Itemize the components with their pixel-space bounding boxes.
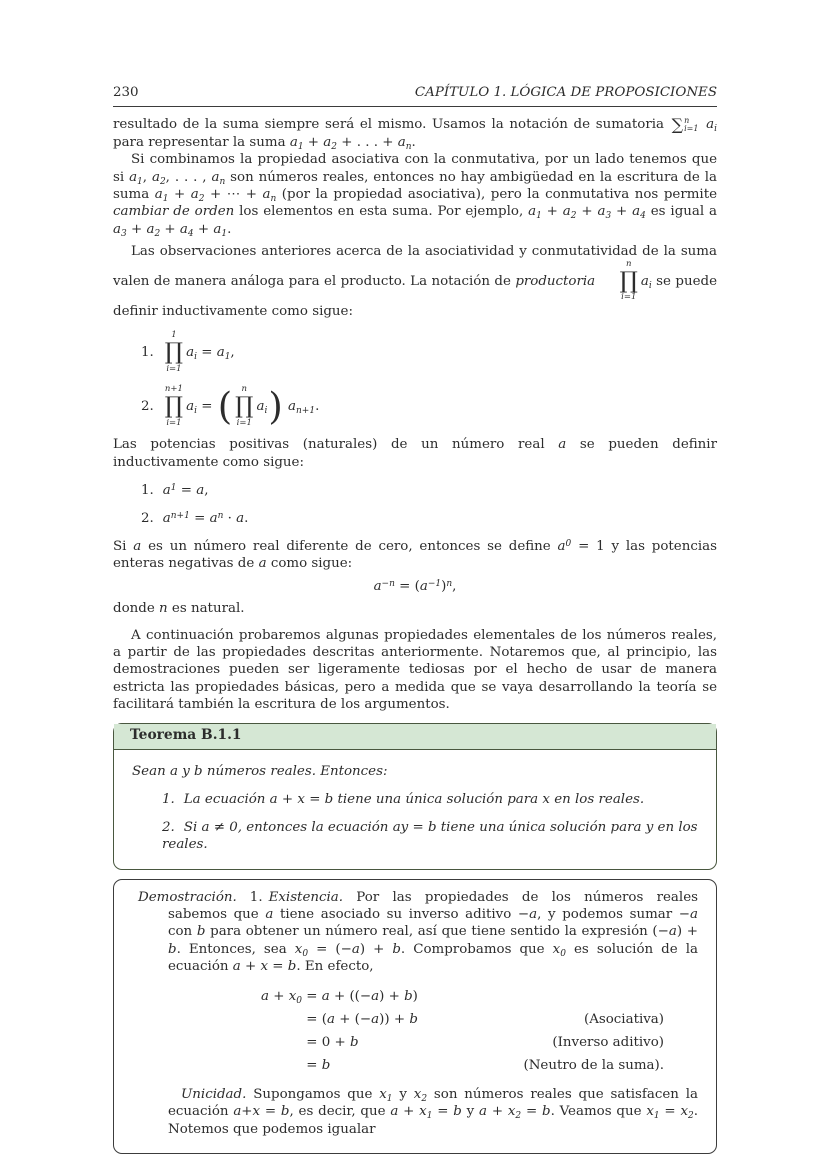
paragraph-negativas: Si a es un número real diferente de cero, entonces se define $a^0 = 1$ y las potencias enteras negativas de a como sigue:	[113, 538, 717, 571]
item-number: 2.	[141, 399, 154, 415]
page-content	[113, 84, 717, 1154]
equation-line	[244, 1057, 523, 1074]
list-item	[141, 482, 717, 499]
proof-unicidad: Unicidad. Supongamos que $x_1$ y $x_2$ son números reales que satisfacen la ecuación a+x = b, es decir, que $a + x_1 = b$ y $a + x_2 = b$. Veamos que $x_1 = x_2$. Notemos que podemos igualar	[168, 1086, 699, 1137]
paragraph-continuacion: A continuación probaremos algunas propiedades elementales de los números reales, a partir de las propiedades descritas anteriormente. Notaremos que, al principio, las demostraciones pueden ser ligeramente tediosas por el hecho de usar de manera estricta las propiedades básicas, pero a medida que se vaya desarrollando la teoría se facilitará también la escritura de los argumentos.	[113, 627, 717, 712]
equation-note	[523, 988, 664, 1005]
item-number: 1.	[162, 791, 175, 807]
item-formula: $a^{n+1} = a^n \cdot a$.	[162, 511, 249, 527]
theorem-intro: Sean a y b números reales. Entonces:	[132, 763, 388, 779]
theorem-item	[162, 791, 698, 808]
productoria-definition-list	[141, 331, 717, 428]
list-item	[141, 510, 717, 527]
list-item	[141, 331, 717, 374]
item-number: 1.	[141, 483, 154, 499]
list-item	[141, 385, 717, 428]
paragraph-donde: donde n es natural.	[113, 600, 245, 616]
item-formula: 1 ∏ i=1 $a_i = a_1$,	[164, 330, 235, 374]
equation-note: (Neutro de la suma).	[523, 1057, 664, 1073]
equation-note: (Asociativa)	[583, 1012, 664, 1028]
equation-note: (Inverso aditivo)	[552, 1034, 664, 1050]
equation-align-block	[244, 988, 664, 1074]
header-rule	[113, 106, 717, 107]
equation-rhs: = b	[302, 1057, 331, 1073]
item-number: 1.	[141, 345, 154, 361]
item-number: 1.	[249, 889, 263, 905]
paragraph-potencias: Las potencias positivas (naturales) de un número real a se pueden definir inductivamente como sigue:	[113, 437, 717, 470]
theorem-item-text: La ecuación a + x = b tiene una única solución para x en los reales.	[183, 791, 645, 807]
equation-line	[244, 1011, 523, 1028]
item-number: 2.	[141, 511, 154, 527]
paragraph-productoria: Las observaciones anteriores acerca de la asociatividad y conmutatividad de la suma valen de manera análoga para el producto. La notación de productoria n ∏ i=1 $a_i$ se puede definir inductivamente como sigue:	[113, 243, 717, 320]
proof-existencia	[132, 889, 698, 975]
proof-box	[113, 879, 717, 1154]
equation-lhs: $a + x_0$	[260, 989, 302, 1007]
item-formula: n+1 ∏ i=1 $a_i$ = ( n ∏ i=1 $a_i$) $a_{n+1}$.	[164, 384, 320, 428]
theorem-body	[114, 750, 716, 869]
paragraph-sumatoria: resultado de la suma siempre será el mismo. Usamos la notación de sumatoria ∑ n i=1 $a_i$ para representar la suma $a_1 + a_2$ + . . . + $a_n$.	[113, 115, 717, 153]
chapter-title: CAPÍTULO 1. LÓGICA DE PROPOSICIONES	[414, 85, 717, 100]
item-number: 2.	[162, 820, 175, 836]
paragraph-asociativa-conmutativa: Si combinamos la propiedad asociativa con la conmutativa, por un lado tenemos que si $a_1$, $a_2$, . . . , $a_n$ son números reales, entonces no hay ambigüedad en la escritura de la suma $a_1 + a_2$ + ⋯ + $a_n$ (por la propiedad asociativa), pero la conmutativa nos permite cambiar de orden los elementos en esta suma. Por ejemplo, $a_1 + a_2 + a_3 + a_4$ es igual a $a_3 + a_2 + a_4 + a_1$.	[113, 152, 718, 239]
equation-rhs: = a + ((−a) + b)	[302, 989, 418, 1005]
page-header	[113, 84, 717, 101]
theorem-title: Teorema B.1.1	[130, 727, 242, 744]
equation-line	[244, 988, 523, 1005]
equation-rhs: = 0 + b	[302, 1034, 359, 1050]
proof-label: Demostración.	[138, 889, 237, 905]
potencias-definition-list	[141, 482, 717, 528]
page-number: 230	[113, 85, 139, 100]
equation-negative-power: $a^{-n} = (a^{-1})^n$,	[373, 579, 457, 595]
theorem-header	[114, 724, 716, 749]
proof-existencia-text: Existencia. Por las propiedades de los números reales sabemos que a tiene asociado su inverso aditivo −a, y podemos sumar −a con b para obtener un número real, así que tiene sentido la expresión (−a) + b. Entonces, sea $x_0 = (-a) + b$. Comprobamos que $x_0$ es solución de la ecuación a + x = b. En efecto,	[168, 889, 699, 974]
equation-line	[244, 1034, 523, 1051]
theorem-item	[162, 819, 698, 854]
item-formula: $a^1 = a$,	[162, 483, 209, 499]
equation-rhs: = (a + (−a)) + b	[302, 1012, 418, 1028]
theorem-item-text: Si a ≠ 0, entonces la ecuación ay = b tiene una única solución para y en los reales.	[162, 820, 698, 853]
theorem-box	[113, 723, 717, 869]
